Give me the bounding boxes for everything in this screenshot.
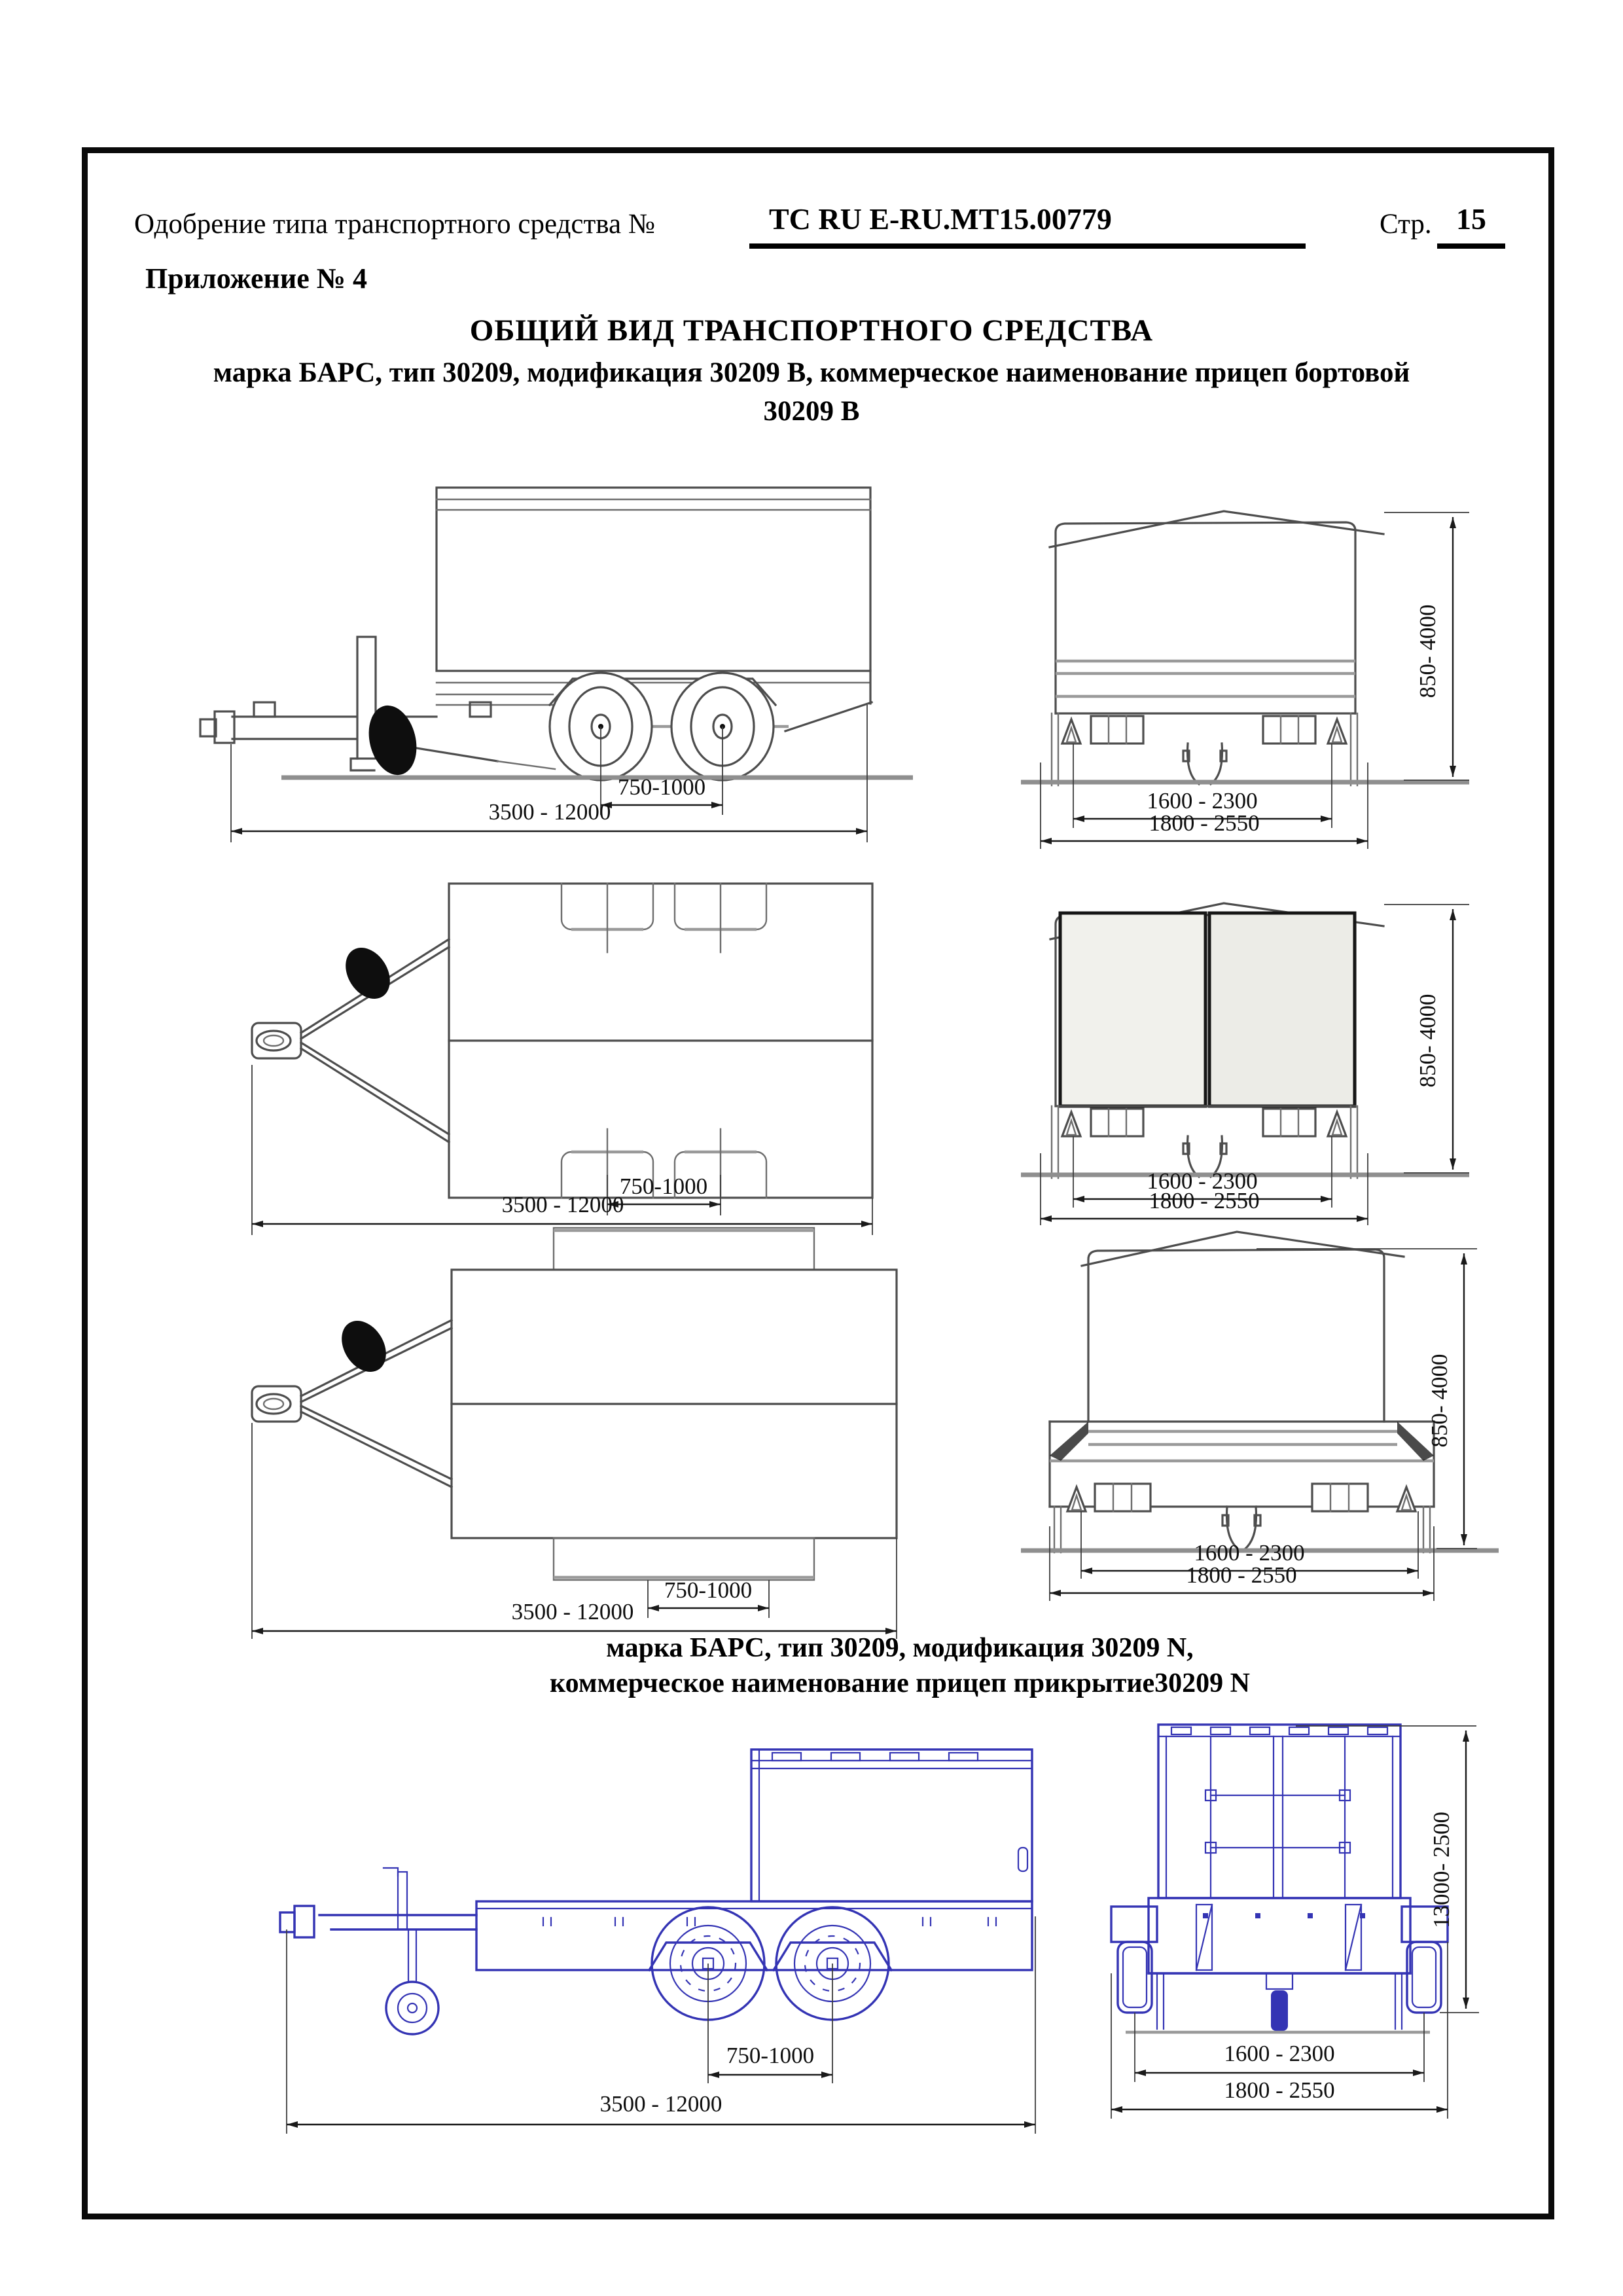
- svg-text:1800 - 2550: 1800 - 2550: [1186, 1562, 1297, 1588]
- drawing-top-view-30209B: [196, 874, 949, 1244]
- drawing-side-view-30209B: [196, 475, 949, 880]
- cover-panel: [751, 1749, 1032, 1901]
- trailer-body: [437, 488, 872, 731]
- platform-body: [452, 1228, 897, 1580]
- dimension-overall-width: [1050, 1526, 1434, 1601]
- bed-and-suspension: [1111, 1898, 1448, 2032]
- page-number-underline: [1437, 202, 1505, 249]
- svg-text:750-1000: 750-1000: [617, 774, 706, 800]
- drawing-rear-view-doors-30209B: [1011, 851, 1515, 1227]
- svg-text:13000- 2500: 13000- 2500: [1429, 1812, 1454, 1928]
- dimension-axle-spacing: [607, 1174, 721, 1215]
- undercarriage: [1052, 1106, 1357, 1178]
- drawing-rear-view-30209B: [1011, 455, 1515, 854]
- dimension-overall-width: [1041, 1153, 1368, 1225]
- dimension-height: [1384, 905, 1469, 1173]
- tent-body: [1050, 511, 1383, 713]
- dimension-overall-length: [252, 1423, 897, 1639]
- svg-text:1800 - 2550: 1800 - 2550: [1224, 2077, 1335, 2103]
- svg-text:1800 - 2550: 1800 - 2550: [1149, 810, 1260, 836]
- cover-frame: [1158, 1725, 1400, 1898]
- subtitle-line2: 30209 В: [763, 396, 860, 427]
- page-number: 15: [1456, 202, 1486, 236]
- svg-text:1600 - 2300: 1600 - 2300: [1147, 788, 1258, 814]
- drawing-side-view-30209N: [249, 1700, 1080, 2165]
- svg-text:850- 4000: 850- 4000: [1415, 994, 1440, 1088]
- jockey-wheel: [336, 939, 399, 1007]
- svg-text:3500 - 12000: 3500 - 12000: [501, 1192, 624, 1217]
- drawing-rear-view-tarp-30209: [1011, 1225, 1515, 1618]
- svg-text:3500 - 12000: 3500 - 12000: [599, 2091, 722, 2117]
- approval-number: ТС RU E-RU.MT15.00779: [769, 202, 1112, 236]
- left-door-panel: [1060, 913, 1205, 1106]
- dimension-axle-spacing: [648, 1577, 769, 1618]
- caption-n-line1: марка БАРС, тип 30209, модификация 30209 N,: [606, 1633, 1194, 1663]
- approval-number-underline: [749, 202, 1306, 249]
- svg-text:750-1000: 750-1000: [726, 2043, 815, 2068]
- approval-label: Одобрение типа транспортного средства №: [134, 209, 655, 240]
- svg-text:1600 - 2300: 1600 - 2300: [1194, 1540, 1305, 1566]
- drawing-top-view-platform-30209: [196, 1225, 949, 1647]
- svg-text:850- 4000: 850- 4000: [1427, 1354, 1452, 1448]
- platform-body: [449, 884, 872, 1198]
- svg-text:750-1000: 750-1000: [619, 1174, 708, 1199]
- svg-text:750-1000: 750-1000: [664, 1577, 753, 1603]
- page-title: ОБЩИЙ ВИД ТРАНСПОРТНОГО СРЕДСТВА: [469, 314, 1154, 348]
- svg-text:1600 - 2300: 1600 - 2300: [1224, 2041, 1335, 2066]
- svg-text:850- 4000: 850- 4000: [1415, 604, 1440, 698]
- dropside-bed: [476, 1901, 1032, 1970]
- undercarriage: [1052, 713, 1357, 785]
- tarp-body: [1050, 1232, 1434, 1507]
- appendix-label: Приложение № 4: [145, 262, 367, 295]
- drawbar-and-jockey: [280, 1868, 476, 2034]
- caption-n-line2: коммерческое наименование прицеп прикрытие30209 N: [549, 1668, 1250, 1698]
- svg-text:3500 - 12000: 3500 - 12000: [511, 1599, 634, 1624]
- svg-text:1600 - 2300: 1600 - 2300: [1147, 1168, 1258, 1194]
- tent-body: [1050, 903, 1383, 1106]
- svg-text:1800 - 2550: 1800 - 2550: [1149, 1188, 1260, 1213]
- dimension-axle-spacing: [708, 1964, 832, 2083]
- jockey-wheel: [332, 1312, 395, 1380]
- svg-text:3500 - 12000: 3500 - 12000: [488, 799, 611, 825]
- dimension-height: [1384, 512, 1469, 780]
- right-door-panel: [1209, 913, 1355, 1106]
- page-label: Стр.: [1380, 209, 1432, 240]
- dimension-overall-length: [252, 1065, 872, 1235]
- drawing-rear-view-30209N: [1099, 1698, 1508, 2166]
- dimension-height: [1296, 1726, 1479, 2013]
- subtitle-line1: марка БАРС, тип 30209, модификация 30209 В, коммерческое наименование прицеп бортовой: [213, 357, 1410, 388]
